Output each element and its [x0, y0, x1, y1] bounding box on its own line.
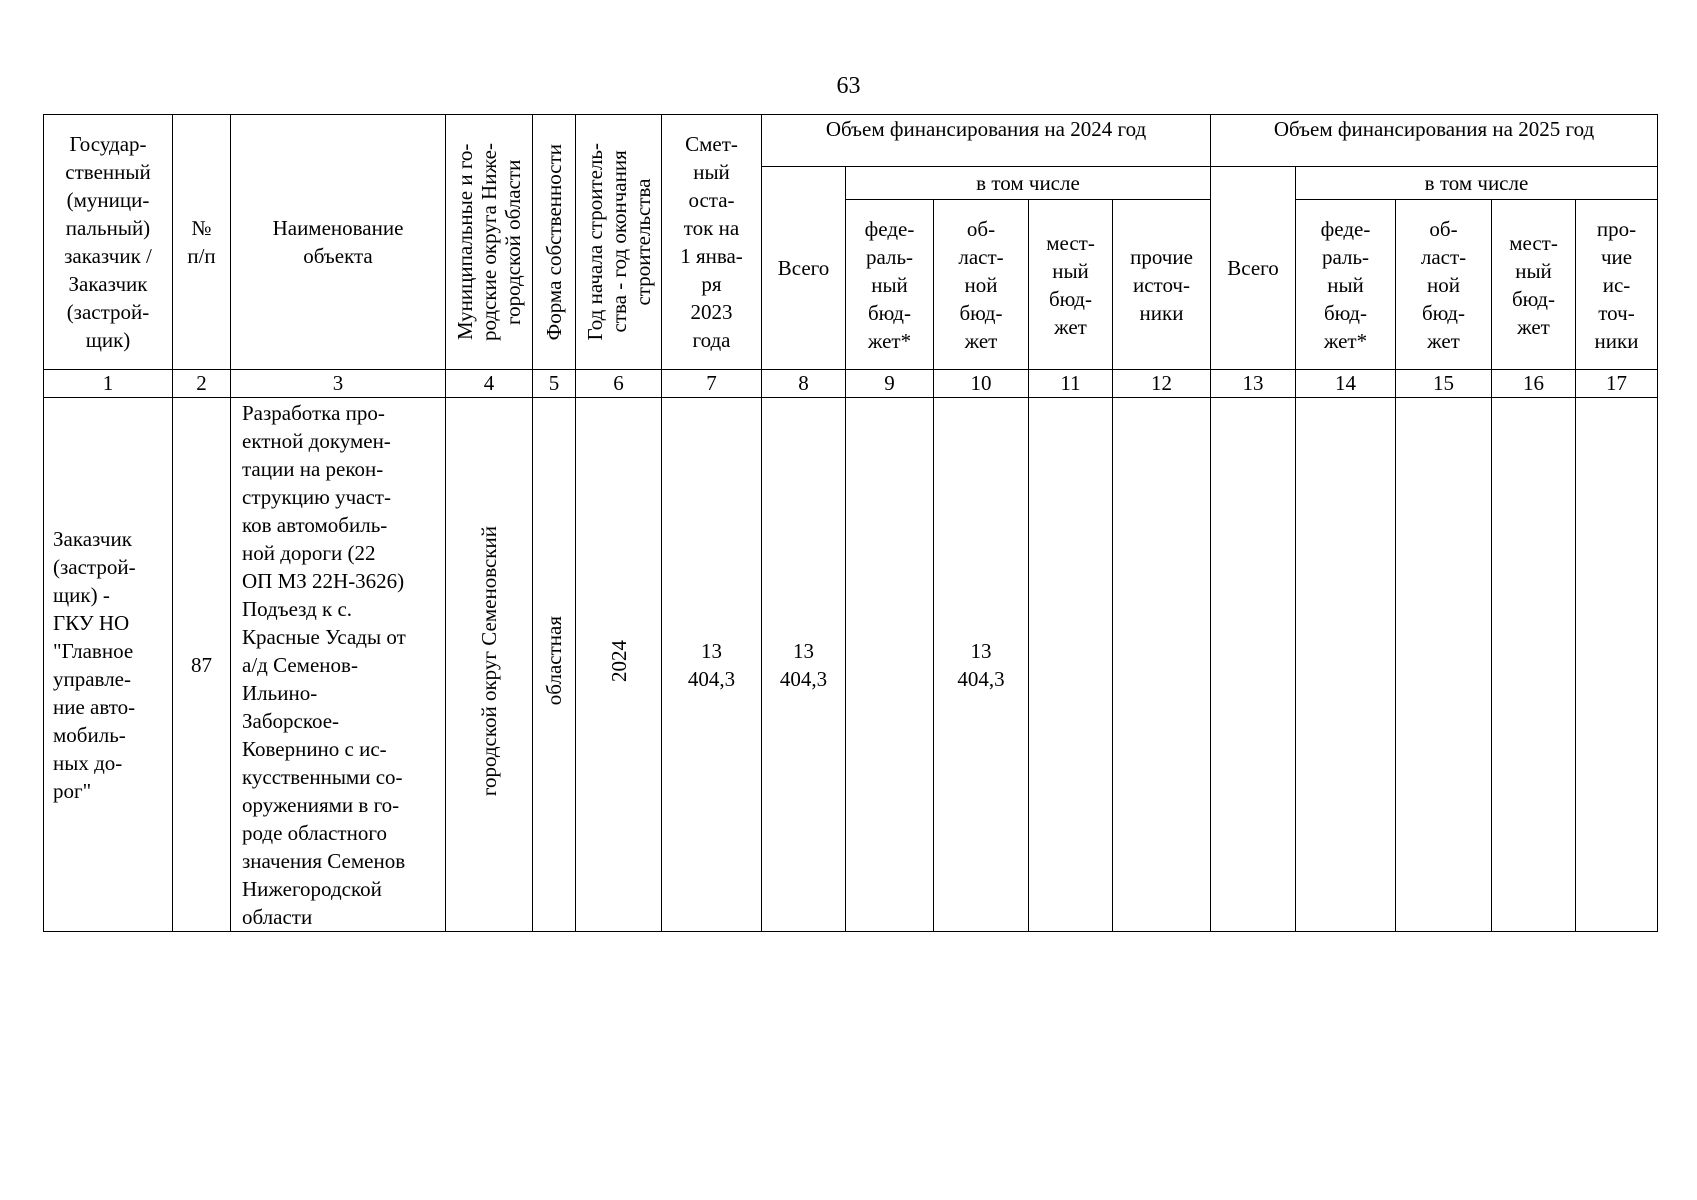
header-other-2025: про- чие ис- точ- ники	[1576, 200, 1658, 370]
cell-regional-2024: 13 404,3	[934, 398, 1029, 932]
cell-customer: Заказчик (застрой- щик) - ГКУ НО "Главное управле- ние авто- мобиль- ных до- рог"	[44, 398, 173, 932]
cell-year	[576, 398, 662, 932]
cell-other-2024	[1113, 398, 1211, 932]
cell-local-2025	[1492, 398, 1576, 932]
column-number: 9	[846, 370, 934, 398]
header-years-text: Год начала строитель- ства - год окончания строительства	[582, 143, 655, 341]
header-number: № п/п	[173, 115, 231, 370]
column-number: 5	[533, 370, 576, 398]
header-total-2025: Всего	[1211, 167, 1296, 370]
header-ownership	[533, 115, 576, 370]
cell-federal-2025	[1296, 398, 1396, 932]
table-row	[44, 398, 1658, 932]
column-number: 7	[662, 370, 762, 398]
header-object-name: Наименование объекта	[231, 115, 446, 370]
header-group-2024: Объем финансирования на 2024 год	[762, 115, 1211, 167]
header-including-2024: в том числе	[846, 167, 1211, 200]
column-number: 4	[446, 370, 533, 398]
cell-total-2024: 13 404,3	[762, 398, 846, 932]
header-regional-2025: об- ласт- ной бюд- жет	[1396, 200, 1492, 370]
cell-ownership-text: областная	[542, 616, 566, 706]
header-federal-2024: феде- раль- ный бюд- жет*	[846, 200, 934, 370]
column-number: 16	[1492, 370, 1576, 398]
cell-ownership	[533, 398, 576, 932]
cell-municipality-text: городской округ Семеновский	[477, 525, 501, 797]
header-including-2025: в том числе	[1296, 167, 1658, 200]
column-numbers-row	[44, 370, 1658, 398]
table-header	[44, 115, 1658, 370]
header-years	[576, 115, 662, 370]
header-municipality	[446, 115, 533, 370]
cell-regional-2025	[1396, 398, 1492, 932]
header-regional-2024: об- ласт- ной бюд- жет	[934, 200, 1029, 370]
header-local-2024: мест- ный бюд- жет	[1029, 200, 1113, 370]
header-local-2025: мест- ный бюд- жет	[1492, 200, 1576, 370]
header-group-2025: Объем финансирования на 2025 год	[1211, 115, 1658, 167]
header-other-2024: прочие источ- ники	[1113, 200, 1211, 370]
cell-other-2025	[1576, 398, 1658, 932]
column-number: 13	[1211, 370, 1296, 398]
header-total-2024: Всего	[762, 167, 846, 370]
column-number: 1	[44, 370, 173, 398]
header-estimate-remainder: Смет- ный оста- ток на 1 янва- ря 2023 года	[662, 115, 762, 370]
column-number: 3	[231, 370, 446, 398]
header-customer: Государ- ственный (муници- пальный) заказчик / Заказчик (застрой- щик)	[44, 115, 173, 370]
cell-object-name: Разработка про- ектной докумен- тации на рекон- струкцию участ- ков автомобиль- ной дороги (22 ОП МЗ 22Н-3626) Подъезд к с. Красные Усады от а/д Семенов- Ильино- Заборское- Ковернино с ис- кусственными со- оружениями в го- роде областного значения Семенов Нижегородской области	[231, 398, 446, 932]
column-number: 10	[934, 370, 1029, 398]
cell-total-2025	[1211, 398, 1296, 932]
column-number: 11	[1029, 370, 1113, 398]
cell-estimate-remainder: 13 404,3	[662, 398, 762, 932]
cell-year-text: 2024	[606, 640, 631, 682]
column-number: 14	[1296, 370, 1396, 398]
column-number: 6	[576, 370, 662, 398]
column-number: 17	[1576, 370, 1658, 398]
cell-number: 87	[173, 398, 231, 932]
cell-local-2024	[1029, 398, 1113, 932]
cell-municipality	[446, 398, 533, 932]
page-number: 63	[836, 73, 861, 99]
column-number: 8	[762, 370, 846, 398]
column-number: 2	[173, 370, 231, 398]
header-ownership-text: Форма собственности	[542, 143, 566, 341]
header-municipality-text: Муниципальные и го- родские округа Ниже- городской области	[453, 143, 525, 341]
header-federal-2025: феде- раль- ный бюд- жет*	[1296, 200, 1396, 370]
column-number: 15	[1396, 370, 1492, 398]
cell-federal-2024	[846, 398, 934, 932]
financing-table	[43, 114, 1658, 932]
column-number: 12	[1113, 370, 1211, 398]
